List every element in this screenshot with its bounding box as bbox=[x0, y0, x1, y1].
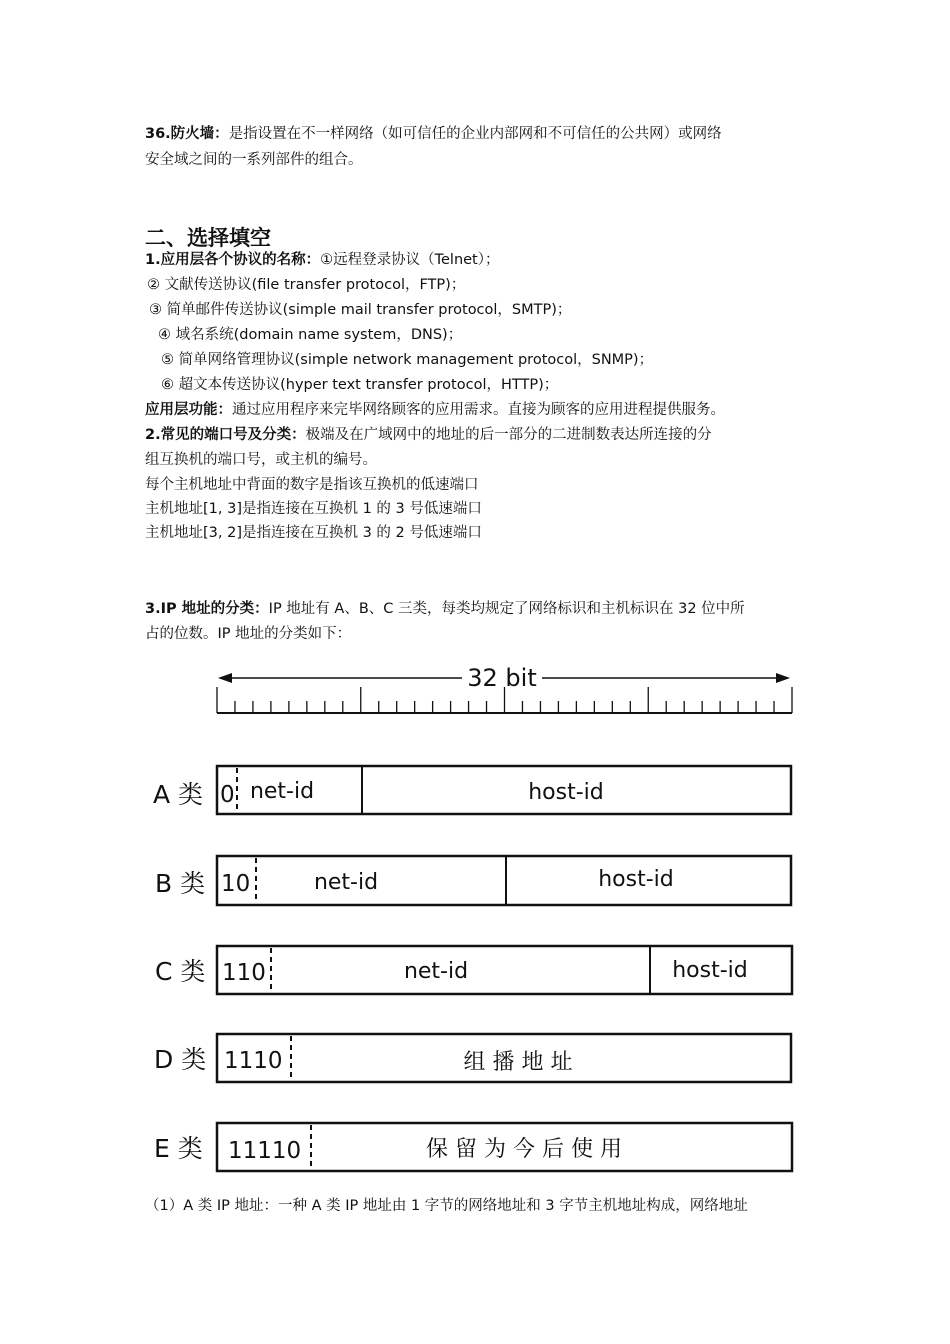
section-heading: 二、选择填空 bbox=[145, 226, 271, 250]
class-e-label: E 类 bbox=[154, 1134, 203, 1163]
class-a-prefix: 0 bbox=[220, 782, 235, 808]
q2-line4: 主机地址[1, 3]是指连接在互换机 1 的 3 号低速端口 bbox=[145, 501, 482, 517]
q1-item-dns: ④ 域名系统(domain name system，DNS)； bbox=[158, 327, 463, 343]
app-layer-function: 应用层功能：通过应用程序来完毕网络顾客的应用需求。直接为顾客的应用进程提供服务。 bbox=[145, 402, 725, 418]
q1-item-http: ⑥ 超文本传送协议(hyper text transfer protocol，HTTP)； bbox=[161, 377, 559, 393]
class-a-row bbox=[153, 766, 791, 814]
class-a-host: host-id bbox=[528, 780, 604, 805]
q1-line: 1.应用层各个协议的名称：①远程登录协议（Telnet）； bbox=[145, 252, 500, 268]
class-d-row bbox=[154, 1034, 791, 1082]
class-b-host: host-id bbox=[598, 867, 674, 892]
class-c-label: C 类 bbox=[155, 957, 206, 986]
class-e-prefix: 11110 bbox=[228, 1138, 302, 1164]
q2-line2: 组互换机的端口号，或主机的编号。 bbox=[145, 452, 377, 468]
term-firewall: 36.防火墙： bbox=[145, 126, 229, 142]
class-c-prefix: 110 bbox=[222, 960, 266, 986]
q1-item-smtp: ③ 简单邮件传送协议(simple mail transfer protocol，SMTP)； bbox=[149, 302, 572, 318]
class-d-prefix: 1110 bbox=[224, 1048, 283, 1074]
class-a-label: A 类 bbox=[153, 780, 204, 809]
class-c-net: net-id bbox=[403, 959, 469, 984]
class-a-net: net-id bbox=[249, 779, 315, 804]
bits-label: 32 bit bbox=[467, 664, 537, 692]
q3-line1: 3.IP 地址的分类：IP 地址有 A、B、C 三类，每类均规定了网络标识和主机标识在 32 位中所 bbox=[145, 601, 745, 617]
class-b-label: B 类 bbox=[155, 869, 206, 898]
class-e-rest: 保 留 为 今 后 使 用 bbox=[426, 1137, 622, 1162]
class-b-net: net-id bbox=[313, 870, 379, 895]
section-36-line1: 36.防火墙：是指设置在不一样网络（如可信任的企业内部网和不可信任的公共网）或网络 bbox=[145, 126, 722, 142]
q2-line3: 每个主机地址中背面的数字是指该互换机的低速端口 bbox=[145, 477, 479, 493]
footer-line: （1）A 类 IP 地址：一种 A 类 IP 地址由 1 字节的网络地址和 3 字节主机地址构成，网络地址 bbox=[145, 1198, 748, 1214]
section-36-line2: 安全域之间的一系列部件的组合。 bbox=[145, 152, 363, 168]
class-d-rest: 组 播 地 址 bbox=[463, 1050, 573, 1075]
class-e-row bbox=[154, 1123, 792, 1171]
class-b-row bbox=[155, 856, 791, 905]
class-c-row bbox=[155, 946, 792, 994]
class-b-prefix: 10 bbox=[221, 871, 251, 897]
class-c-host: host-id bbox=[672, 958, 748, 983]
q2-line5: 主机地址[3, 2]是指连接在互换机 3 的 2 号低速端口 bbox=[145, 525, 482, 541]
q1-item-ftp: ② 文献传送协议(file transfer protocol，FTP)； bbox=[147, 277, 466, 293]
q2-line1: 2.常见的端口号及分类：极端及在广域网中的地址的后一部分的二进制数表达所连接的分 bbox=[145, 427, 712, 443]
q3-line2: 占的位数。IP 地址的分类如下： bbox=[145, 626, 352, 642]
class-d-label: D 类 bbox=[154, 1045, 207, 1074]
q1-item-snmp: ⑤ 简单网络管理协议(simple network management protocol，SNMP)； bbox=[161, 352, 654, 368]
